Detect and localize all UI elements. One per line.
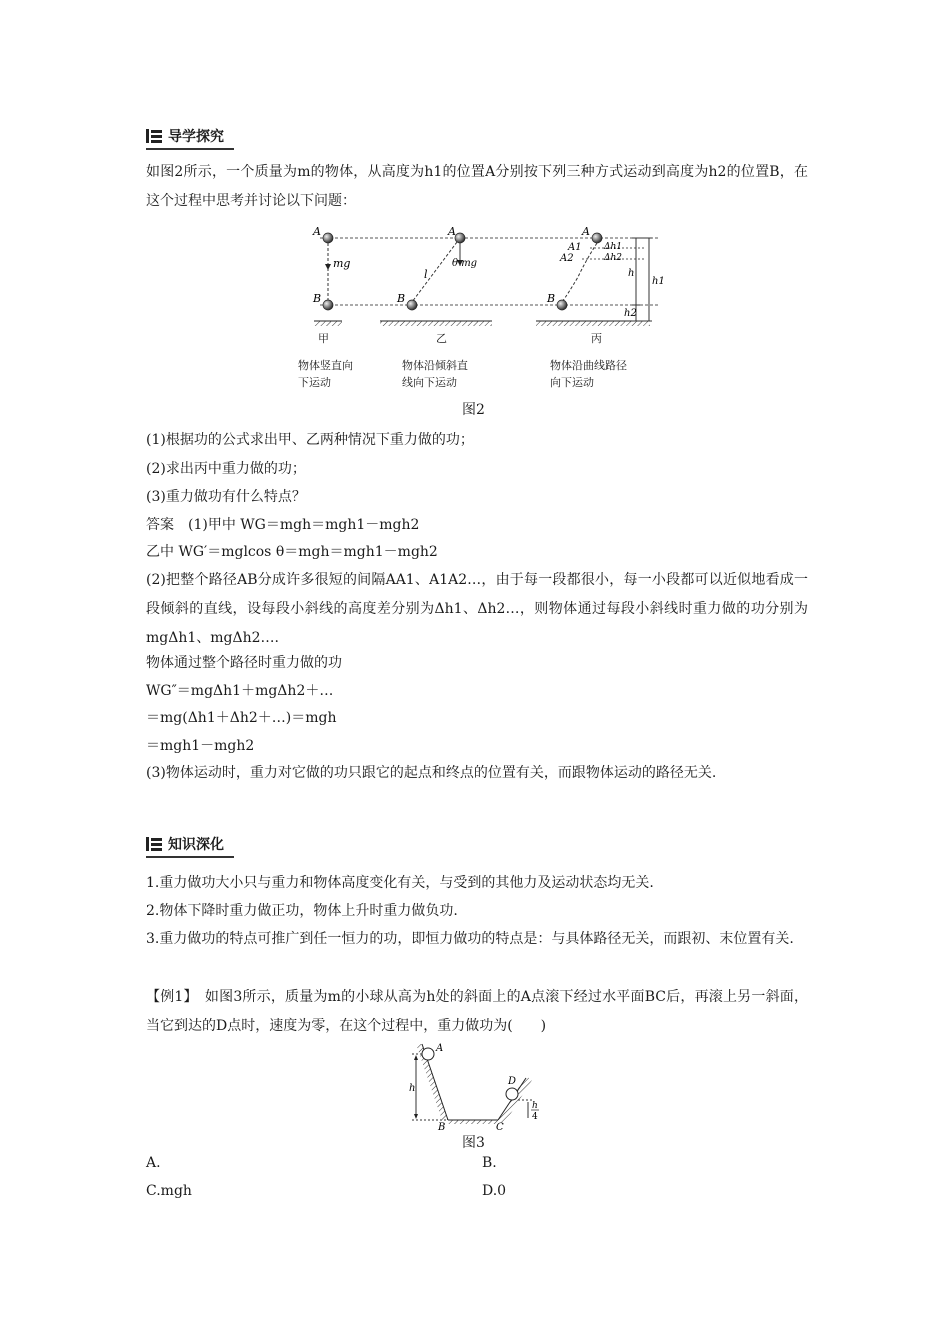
label-b: B	[438, 1122, 446, 1130]
label-delta-h1: Δh1	[604, 242, 623, 252]
panel-jia-desc-2: 下运动	[298, 376, 331, 389]
option-d: D.0	[482, 1183, 507, 1199]
panel-bing-tag: 丙	[591, 332, 602, 345]
answer-paragraph-2: (2)把整个路径AB分成许多很短的间隔AA1、A1A2…，由于每一段都很小，每一小段都可以近似地看成一段倾斜的直线，设每段小斜线的高度差分别为Δh1、Δh2…，则物体通过每段小斜线时重力做的功分别为mgΔh1、mgΔh2….	[146, 572, 808, 646]
panel-bing-drawing	[536, 225, 665, 326]
label-a: A	[436, 1043, 444, 1054]
section-list-icon	[146, 129, 162, 143]
label-a2: A2	[560, 253, 574, 264]
label-h: h	[628, 268, 635, 279]
label-a1: A1	[568, 242, 582, 253]
section-title: 知识深化	[168, 837, 224, 853]
example-1-text: 【例1】 如图3所示，质量为m的小球从高为h处的斜面上的A点滚下经过水平面BC后，再滚上另一斜面，当它到达的D点时，速度为零，在这个过程中，重力做功为( )	[146, 989, 808, 1034]
panel-jia-tag: 甲	[318, 332, 329, 345]
section-title: 导学探究	[168, 129, 224, 145]
answer-line-3: 物体通过整个路径时重力做的功	[146, 655, 342, 671]
option-b: B.	[482, 1155, 497, 1171]
label-h-quarter-denominator: 4	[532, 1112, 538, 1122]
panel-yi-tag: 乙	[436, 332, 447, 345]
ball-a	[592, 233, 602, 243]
panel-yi-desc-1: 物体沿倾斜直	[402, 359, 468, 372]
ball-a	[323, 233, 333, 243]
knowledge-item-3: 3.重力做功的特点可推广到任一恒力的功，即恒力做功的特点是：与具体路径无关，而跟初、末位置有关.	[146, 931, 794, 947]
label-d: D	[508, 1076, 517, 1087]
answer-line-2: 乙中 WG′＝mglcos θ＝mgh＝mgh1－mgh2	[146, 544, 438, 560]
panel-jia-desc-1: 物体竖直向	[298, 359, 353, 372]
panel-jia-drawing	[312, 225, 350, 326]
section-header-knowledge	[146, 832, 234, 858]
answer-line-5: ＝mg(Δh1＋Δh2＋…)＝mgh	[146, 710, 337, 726]
knowledge-item-2: 2.物体下降时重力做正功，物体上升时重力做负功.	[146, 903, 458, 919]
answer-line-4: WG″＝mgΔh1＋mgΔh2＋…	[146, 683, 334, 699]
panel-bing-desc-2: 向下运动	[550, 376, 594, 389]
option-c: C.mgh	[146, 1183, 192, 1199]
panel-yi-desc-2: 线向下运动	[402, 376, 457, 389]
ball-b	[407, 300, 417, 310]
question-1: (1)根据功的公式求出甲、乙两种情况下重力做的功；	[146, 432, 474, 448]
label-b: B	[547, 292, 556, 305]
figure-2-diagram	[300, 222, 670, 342]
label-theta-mg: θ mg	[452, 258, 478, 269]
question-2: (2)求出丙中重力做的功；	[146, 461, 306, 477]
label-h: h	[409, 1083, 416, 1094]
figure-3-caption: 图3	[462, 1135, 485, 1151]
ball-d	[506, 1088, 518, 1100]
panel-bing-desc-1: 物体沿曲线路径	[550, 359, 627, 372]
label-b: B	[397, 292, 406, 305]
answer-line-6: ＝mgh1－mgh2	[146, 738, 255, 754]
ball-a	[455, 233, 465, 243]
label-a: A	[582, 225, 590, 238]
ball-b	[323, 300, 333, 310]
label-h-quarter-numerator: h	[532, 1101, 538, 1111]
option-a: A.	[146, 1155, 161, 1171]
label-delta-h2: Δh2	[604, 253, 623, 263]
label-l: l	[424, 268, 428, 281]
label-mg: mg	[333, 257, 351, 270]
section-list-icon	[146, 837, 162, 851]
label-a: A	[448, 225, 456, 238]
label-h2: h2	[624, 308, 637, 319]
label-c: C	[496, 1122, 504, 1130]
figure-3-diagram	[408, 1040, 548, 1130]
figure-2-caption: 图2	[462, 402, 485, 418]
ball-b	[557, 300, 567, 310]
label-a: A	[313, 225, 321, 238]
intro-paragraph: 如图2所示，一个质量为m的物体，从高度为h1的位置A分别按下列三种方式运动到高度为h2的位置B，在这个过程中思考并讨论以下问题：	[146, 164, 808, 209]
panel-yi-drawing	[380, 225, 492, 326]
ball-a	[422, 1048, 434, 1060]
question-3: (3)重力做功有什么特点？	[146, 489, 306, 505]
label-h1: h1	[652, 276, 665, 287]
answer-paragraph-3: (3)物体运动时，重力对它做的功只跟它的起点和终点的位置有关，而跟物体运动的路径无关.	[146, 765, 717, 781]
section-header-guided-inquiry	[146, 124, 234, 150]
knowledge-item-1: 1.重力做功大小只与重力和物体高度变化有关，与受到的其他力及运动状态均无关.	[146, 875, 654, 891]
answer-line-1: 答案 (1)甲中 WG＝mgh＝mgh1－mgh2	[146, 517, 420, 533]
label-b: B	[313, 292, 322, 305]
